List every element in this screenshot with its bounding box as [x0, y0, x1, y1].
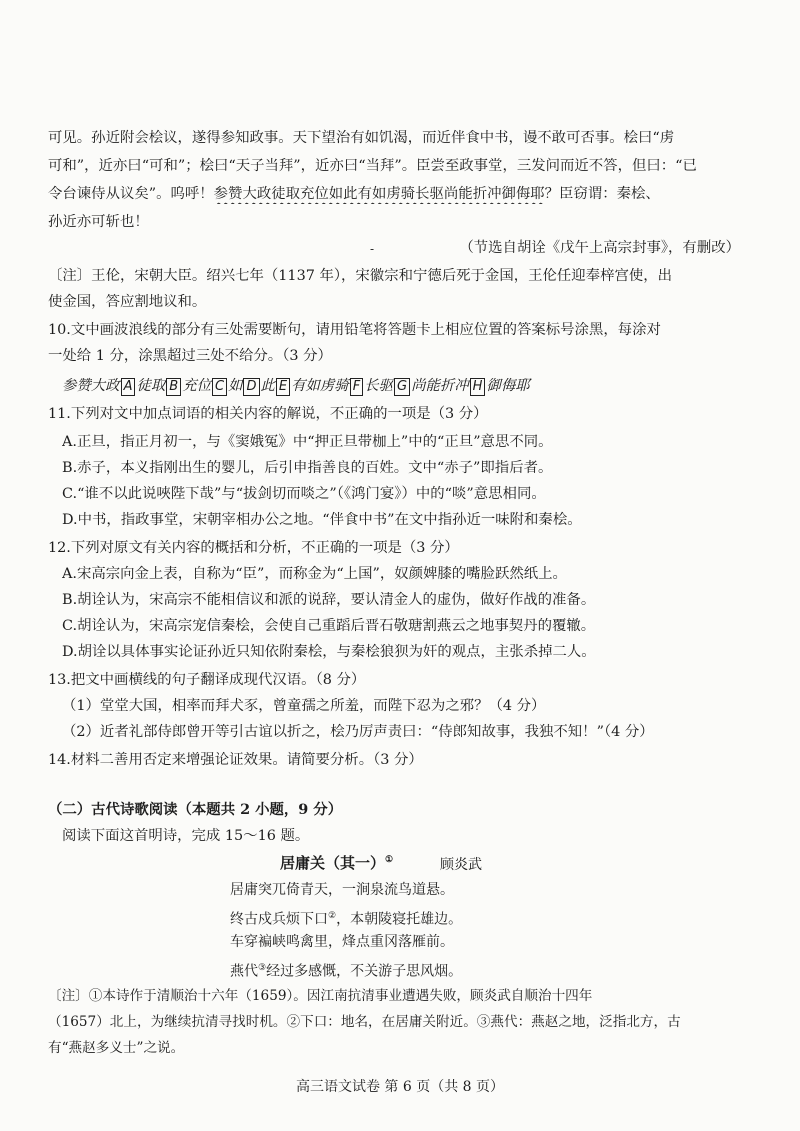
poem-author: 顾炎武 — [440, 857, 482, 873]
q10-box-d: D — [243, 378, 259, 396]
q10-box-b: B — [166, 378, 181, 396]
q10-sentence — [62, 376, 752, 396]
q10-box-a: A — [121, 378, 136, 396]
passage-line-3 — [48, 184, 752, 204]
q11-option-c: C.“谁不以此说唊陛下哉”与“拔剑切而啖之”（《鸿门宴》）中的“啖”意思相同。 — [62, 486, 546, 502]
q10-seg-5: 有如虏骑 — [291, 378, 349, 394]
note-line-1: 〔注〕王伦，宋朝大臣。绍兴七年（1137 年），宋徽宗和宁德后死于金国，王伦任迎奉梓宫使，出 — [48, 268, 673, 284]
poem-title-text: 居庸关（其一） — [280, 854, 386, 872]
q11-option-d: D.中书，指政事堂，宋朝宰相办公之地。“伴食中书”在文中指孙近一味附和秦桧。 — [62, 512, 582, 528]
poem-line-2 — [230, 906, 462, 930]
poem-line-2-note-mark: ② — [328, 911, 337, 921]
poem-line-2a: 终古戍兵烦下口 — [230, 911, 328, 928]
q10-seg-6: 长驱 — [364, 378, 393, 394]
poem-line-1: 居庸突兀倚青天，一涧泉流鸟道悬。 — [230, 882, 454, 898]
q13-sentence-1: （1）堂堂大国，相率而拜犬豕，曾童孺之所羞，而陛下忍为之邪？（4 分） — [62, 698, 546, 714]
poem-line-3: 车穿褊峡鸣禽里，烽点重冈落雁前。 — [230, 934, 454, 950]
q10-box-f: F — [350, 378, 363, 396]
q10-box-g: G — [394, 378, 410, 396]
q12-option-d: D.胡诠以具体事实论证孙近只知依附秦桧，与秦桧狼狈为奸的观点，主张杀掉二人。 — [62, 644, 596, 660]
poem-line-4b: 经过多感慨，不关游子思风烟。 — [266, 963, 463, 980]
q10-seg-1: 徒取 — [136, 378, 166, 394]
q12-option-b: B.胡诠认为，宋高宗不能相信议和派的说辞，要认清金人的虚伪，做好作战的准备。 — [62, 592, 596, 608]
passage-source: （节选自胡诠《戊午上高宗封事》，有删改） — [459, 240, 740, 256]
poem-line-4 — [230, 958, 462, 982]
q11-option-a: A.正旦，指正月初一，与《窦娥冤》中“押正旦带枷上”中的“正旦”意思不同。 — [62, 434, 553, 450]
poetry-section-heading: （二）古代诗歌阅读（本题共 2 小题，9 分） — [48, 801, 343, 818]
poem-line-4a: 燕代 — [230, 963, 258, 980]
q12-stem: 12.下列对原文有关内容的概括和分析，不正确的一项是（3 分） — [48, 540, 459, 556]
q10-box-c: C — [212, 378, 227, 396]
page-footer: 高三语文试卷 第 6 页（共 8 页） — [295, 1079, 505, 1095]
q10-stem-2: 一处给 1 分，涂黑超过三处不给分。（3 分） — [48, 348, 332, 364]
q12-option-c: C.胡诠认为，宋高宗宠信秦桧，会使自己重蹈后晋石敬瑭割燕云之地事契丹的覆辙。 — [62, 618, 596, 634]
q10-stem-1: 10.文中画波浪线的部分有三处需要断句，请用铅笔将答题卡上相应位置的答案标号涂黑，每涂对 — [48, 322, 661, 338]
q10-seg-7: 尚能折冲 — [411, 378, 469, 394]
q10-seg-0: 参赞大政 — [62, 378, 120, 394]
q10-seg-2: 充位 — [182, 378, 211, 394]
poem-note-line-1: 〔注〕①本诗作于清顺治十六年（1659）。因江南抗清事业遭遇失败，顾炎武自顺治十四年 — [48, 988, 593, 1004]
wavy-underlined-sentence: 参赞大政徒取充位如此有如虏骑长驱尚能折冲御侮耶 — [213, 186, 545, 202]
q12-option-a: A.宋高宗向金上表，自称为“臣”，而称金为“上国”，奴颜婢膝的嘴脸跃然纸上。 — [62, 566, 567, 582]
poem-title — [280, 852, 393, 873]
poetry-instruction: 阅读下面这首明诗，完成 15～16 题。 — [62, 828, 310, 844]
q10-seg-4: 此 — [260, 378, 275, 394]
passage-line-3-end: ？臣窃谓：秦桧、 — [544, 186, 660, 202]
passage-line-2: 可和”，近亦曰“可和”；桧曰“天子当拜”，近亦曰“当拜”。臣尝至政事堂，三发问而近不答，但曰：“已 — [48, 158, 697, 174]
q10-box-e: E — [276, 378, 290, 396]
q13-sentence-2: （2）近者礼部侍郎曾开等引古谊以折之，桧乃厉声责曰：“侍郎知故事，我独不知！”（4 分） — [62, 724, 654, 740]
poem-note-line-3: 有“燕赵多义士”之说。 — [48, 1040, 185, 1056]
q11-stem: 11.下列对文中加点词语的相关内容的解说，不正确的一项是（3 分） — [48, 406, 488, 422]
q14-stem: 14.材料二善用否定来增强论证效果。请简要分析。（3 分） — [48, 752, 423, 768]
q10-seg-8: 御侮耶 — [486, 378, 530, 394]
poem-title-note-mark: ① — [385, 855, 394, 865]
q11-option-b: B.赤子，本义指刚出生的婴儿，后引申指善良的百姓。文中“赤子”即指后者。 — [62, 460, 553, 476]
q10-seg-3: 如 — [228, 378, 243, 394]
poem-line-2b: ，本朝陵寝托雄边。 — [336, 911, 463, 928]
passage-line-1: 可见。孙近附会桧议，遂得参知政事。天下望治有如饥渴，而近伴食中书，谩不敢可否事。桧曰“虏 — [48, 130, 675, 146]
poem-line-4-note-mark: ③ — [258, 963, 267, 973]
q13-stem: 13.把文中画横线的句子翻译成现代汉语。（8 分） — [48, 672, 366, 688]
q10-box-h: H — [470, 378, 486, 396]
note-line-2: 使金国，答应割地议和。 — [48, 294, 207, 310]
passage-line-4: 孙近亦可斩也！ — [48, 214, 149, 230]
poem-note-line-2: （1657）北上，为继续抗清寻找时机。②下口：地名，在居庸关附近。③燕代：燕赵之地，泛指北方，古 — [48, 1014, 681, 1030]
passage-line-3-start: 令台谏侍从议矣”。呜呼！ — [48, 186, 214, 202]
stray-mark: - — [370, 242, 375, 256]
